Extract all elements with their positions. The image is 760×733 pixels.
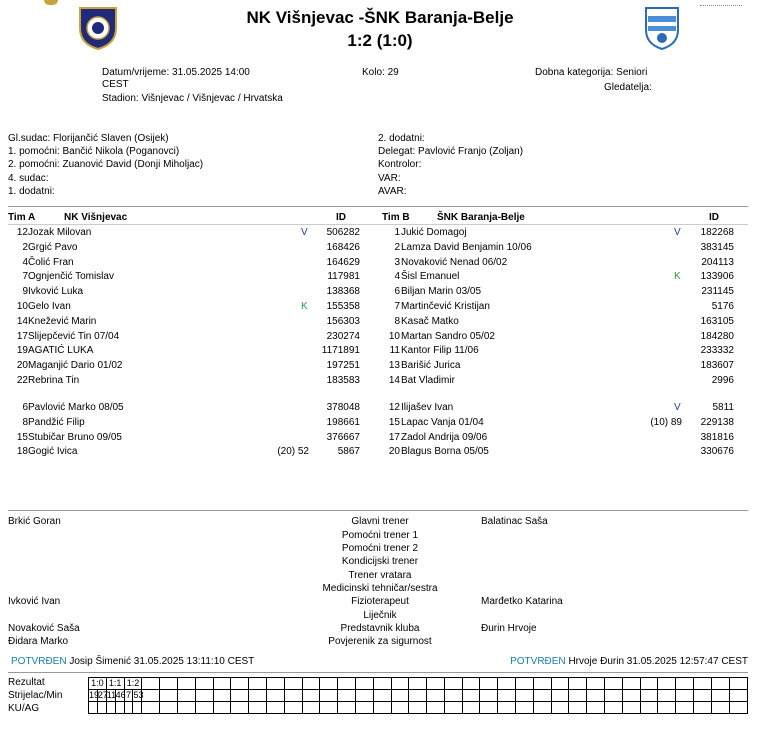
result-cell bbox=[587, 678, 605, 690]
result-cell bbox=[729, 690, 747, 702]
player-row bbox=[0, 301, 760, 316]
player-name: Gogić Ivica bbox=[28, 446, 78, 458]
player-number: 12 bbox=[388, 402, 400, 413]
result-cell bbox=[516, 678, 534, 690]
result-cell bbox=[676, 702, 694, 714]
player-name: Knežević Marin bbox=[28, 315, 97, 327]
player-name: Stubičar Bruno 09/05 bbox=[28, 431, 122, 443]
captain-mark: K bbox=[301, 301, 308, 312]
result-cell bbox=[551, 678, 569, 690]
result-table bbox=[88, 677, 748, 714]
player-number: 9 bbox=[22, 286, 28, 298]
player-row bbox=[0, 432, 760, 447]
player-name: Zadol Andrija 09/06 bbox=[401, 431, 488, 443]
var-official: VAR: bbox=[378, 173, 401, 184]
result-cell bbox=[711, 690, 729, 702]
player-id: 183607 bbox=[700, 360, 734, 372]
player-number: 11 bbox=[389, 345, 400, 357]
confirmed-by: Hrvoje Đurin 31.05.2025 12:57:47 CEST bbox=[568, 656, 748, 667]
result-cell bbox=[177, 702, 195, 714]
captain-mark: K bbox=[674, 271, 681, 283]
result-cell bbox=[533, 678, 551, 690]
result-cell bbox=[622, 702, 640, 714]
substitution-info: (20) 52 bbox=[277, 446, 309, 458]
result-cell bbox=[284, 702, 302, 714]
staff-role: Medicinski tehničar/sestra bbox=[322, 583, 438, 594]
result-cell bbox=[569, 690, 587, 702]
team-a-label: Tim A bbox=[8, 212, 36, 223]
divider bbox=[8, 672, 748, 673]
player-name: Ivković Luka bbox=[28, 286, 84, 298]
controller: Kontrolor: bbox=[378, 159, 422, 170]
player-name: Kasač Matko bbox=[401, 315, 459, 327]
head-referee: Gl.sudac: Florijančić Slaven (Osijek) bbox=[8, 133, 169, 144]
result-cell bbox=[320, 702, 338, 714]
staff-role: Liječnik bbox=[363, 610, 397, 621]
result-cell bbox=[302, 678, 320, 690]
player-name: Pandžić Filip bbox=[28, 416, 85, 428]
player-row bbox=[0, 257, 760, 272]
result-cell bbox=[320, 690, 338, 702]
player-number: 4 bbox=[394, 271, 400, 283]
result-cell bbox=[160, 690, 178, 702]
confirmed-label: POTVRĐEN bbox=[510, 656, 566, 667]
result-cell bbox=[711, 702, 729, 714]
result-cell bbox=[462, 678, 480, 690]
team-b-label: Tim B bbox=[382, 212, 410, 223]
scorer-row-label: Strijelac/Min bbox=[8, 690, 63, 701]
player-id: 198661 bbox=[326, 416, 360, 428]
result-cell bbox=[640, 678, 658, 690]
goalkeeper-mark: V bbox=[674, 227, 681, 238]
player-number: 12 bbox=[16, 227, 28, 238]
staff-role: Kondicijski trener bbox=[341, 556, 419, 567]
result-cell bbox=[640, 702, 658, 714]
additional-referee-2: 2. dodatni: bbox=[378, 133, 425, 144]
result-cell bbox=[355, 702, 373, 714]
result-cell bbox=[569, 702, 587, 714]
result-cell bbox=[427, 678, 445, 690]
result-cell bbox=[462, 690, 480, 702]
goalkeeper-mark: V bbox=[674, 402, 681, 413]
player-id: 381816 bbox=[700, 431, 734, 443]
team-b-club-representative: Đurin Hrvoje bbox=[481, 623, 537, 634]
result-cell bbox=[480, 690, 498, 702]
player-id: 133906 bbox=[700, 271, 734, 283]
result-cell bbox=[97, 702, 106, 714]
match-stadium: Stadion: Višnjevac / Višnjevac / Hrvatska bbox=[102, 93, 283, 104]
player-number: 19 bbox=[16, 345, 28, 357]
player-number: 20 bbox=[16, 360, 28, 372]
fourth-official: 4. sudac: bbox=[8, 173, 49, 184]
player-id: 383145 bbox=[700, 241, 734, 253]
result-cell bbox=[391, 690, 409, 702]
result-cell bbox=[569, 678, 587, 690]
player-row bbox=[0, 375, 760, 390]
result-cell bbox=[480, 678, 498, 690]
player-number: 7 bbox=[394, 301, 400, 312]
staff-role: Trener vratara bbox=[348, 570, 412, 581]
team-b-physiotherapist: Marđetko Katarina bbox=[481, 596, 563, 607]
player-number: 14 bbox=[16, 315, 28, 327]
result-cell bbox=[355, 690, 373, 702]
result-cell bbox=[284, 690, 302, 702]
result-cell bbox=[444, 690, 462, 702]
player-id: 5867 bbox=[337, 446, 360, 458]
player-id: 204113 bbox=[701, 256, 734, 268]
result-cell bbox=[498, 702, 516, 714]
player-name: Ognjenčić Tomislav bbox=[28, 271, 114, 283]
staff-role: Povjerenik za sigurnost bbox=[328, 636, 432, 647]
player-id: 117981 bbox=[327, 271, 360, 283]
result-cell bbox=[213, 690, 231, 702]
result-cell bbox=[195, 678, 213, 690]
result-row-label: Rezultat bbox=[8, 677, 45, 688]
scorer-cell: 11 bbox=[106, 690, 117, 700]
player-number: 6 bbox=[22, 402, 28, 413]
result-cell bbox=[694, 690, 712, 702]
result-cell bbox=[658, 702, 676, 714]
confirmed-label: POTVRĐEN bbox=[11, 656, 67, 667]
player-name: Bat Vladimir bbox=[401, 375, 455, 386]
player-name: Grgić Pavo bbox=[28, 241, 78, 253]
player-id: 155358 bbox=[326, 301, 360, 312]
player-name: Biljan Marin 03/05 bbox=[401, 286, 482, 298]
result-cell bbox=[231, 678, 249, 690]
result-cell bbox=[373, 702, 391, 714]
result-cell bbox=[480, 702, 498, 714]
scorer-cell: 46 bbox=[115, 690, 126, 700]
player-name: Čolić Fran bbox=[28, 256, 74, 268]
player-name: Kantor Filip 11/06 bbox=[401, 345, 479, 357]
player-id: 1171891 bbox=[321, 345, 360, 357]
result-cell bbox=[249, 678, 267, 690]
score-cell: 1:1 bbox=[106, 678, 124, 690]
cards-row-label: KU/AG bbox=[8, 703, 40, 714]
result-cell bbox=[302, 702, 320, 714]
result-cell bbox=[355, 678, 373, 690]
player-number: 17 bbox=[16, 330, 28, 342]
result-cell bbox=[142, 690, 160, 702]
player-id: 5176 bbox=[711, 301, 734, 312]
player-number: 4 bbox=[22, 256, 28, 268]
result-cell bbox=[266, 678, 284, 690]
player-id: 168426 bbox=[326, 241, 360, 253]
player-id: 183583 bbox=[326, 375, 360, 386]
team-a-security-officer: Đidara Marko bbox=[8, 636, 69, 647]
result-cell bbox=[409, 690, 427, 702]
team-a-confirmation bbox=[11, 656, 254, 668]
result-cell bbox=[133, 702, 142, 714]
cards-row bbox=[89, 702, 748, 714]
player-row bbox=[0, 402, 760, 417]
player-name: Maganjić Dario 01/02 bbox=[28, 360, 123, 372]
score-cell: 1:0 bbox=[89, 678, 107, 690]
result-cell bbox=[587, 702, 605, 714]
player-id: 138368 bbox=[326, 286, 360, 298]
player-name: Šisl Emanuel bbox=[401, 271, 460, 283]
player-name: Jukić Domagoj bbox=[401, 227, 467, 238]
spectators: Gledatelja: bbox=[604, 82, 652, 93]
result-cell bbox=[444, 702, 462, 714]
player-number: 10 bbox=[16, 301, 28, 312]
result-cell bbox=[160, 702, 178, 714]
player-id: 233332 bbox=[700, 345, 734, 357]
result-cell bbox=[640, 690, 658, 702]
team-b-id-header: ID bbox=[709, 212, 719, 223]
player-id: 230274 bbox=[326, 330, 360, 342]
player-row bbox=[0, 286, 760, 301]
player-number: 10 bbox=[388, 330, 400, 342]
result-cell bbox=[729, 702, 747, 714]
result-cell bbox=[373, 690, 391, 702]
player-id: 376667 bbox=[326, 431, 360, 443]
team-a-name: NK Višnjevac bbox=[64, 212, 128, 223]
player-number: 1 bbox=[394, 227, 400, 238]
scorer-cell: 27 bbox=[97, 690, 108, 700]
player-row bbox=[0, 345, 760, 360]
result-cell bbox=[231, 702, 249, 714]
match-datetime: Datum/vrijeme: 31.05.2025 14:00 bbox=[102, 67, 250, 78]
player-id: 184280 bbox=[700, 330, 734, 342]
player-name: Rebrina Tin bbox=[28, 375, 80, 386]
player-number: 2 bbox=[394, 241, 400, 253]
player-number: 8 bbox=[22, 416, 28, 428]
player-name: Pavlović Marko 08/05 bbox=[28, 402, 124, 413]
result-cell bbox=[338, 702, 356, 714]
avar-official: AVAR: bbox=[378, 186, 407, 197]
result-cell bbox=[516, 702, 534, 714]
player-id: 164629 bbox=[326, 256, 360, 268]
player-row bbox=[0, 331, 760, 346]
player-row bbox=[0, 417, 760, 432]
player-name: Jozak Milovan bbox=[28, 227, 92, 238]
player-name: Blagus Borna 05/05 bbox=[401, 446, 489, 458]
scorer-cell: 7 bbox=[126, 690, 132, 700]
scorer-row bbox=[89, 690, 748, 702]
player-number: 18 bbox=[16, 446, 28, 458]
result-cell bbox=[142, 702, 160, 714]
player-name: Ilijašev Ivan bbox=[401, 402, 454, 413]
player-name: Martinčević Kristijan bbox=[401, 301, 490, 312]
result-cell bbox=[249, 690, 267, 702]
team-a-id-header: ID bbox=[336, 212, 346, 223]
result-cell bbox=[551, 702, 569, 714]
player-name: Lamza David Benjamin 10/06 bbox=[401, 241, 532, 253]
player-number: 6 bbox=[394, 286, 400, 298]
player-number: 13 bbox=[388, 360, 400, 372]
result-cell bbox=[266, 690, 284, 702]
divider bbox=[8, 206, 748, 207]
assistant-referee-1: 1. pomoćni: Bančić Nikola (Poganovci) bbox=[8, 146, 180, 157]
match-round: Kolo: 29 bbox=[362, 67, 399, 78]
player-name: Martan Sandro 05/02 bbox=[401, 330, 495, 342]
team-a-club-representative: Novaković Saša bbox=[8, 623, 80, 634]
assistant-referee-2: 2. pomoćni: Zuanović David (Donji Miholjac) bbox=[8, 159, 204, 170]
player-id: 182268 bbox=[700, 227, 734, 238]
player-row bbox=[0, 227, 760, 242]
result-cell bbox=[338, 690, 356, 702]
player-id: 156303 bbox=[326, 315, 360, 327]
result-cell bbox=[106, 702, 115, 714]
player-name: Slijepčević Tin 07/04 bbox=[28, 330, 120, 342]
player-number: 20 bbox=[388, 446, 400, 458]
result-cell bbox=[676, 678, 694, 690]
result-cell bbox=[338, 678, 356, 690]
result-cell bbox=[498, 678, 516, 690]
result-cell bbox=[729, 678, 747, 690]
player-id: 506282 bbox=[326, 227, 360, 238]
result-cell bbox=[605, 690, 623, 702]
result-cell bbox=[409, 702, 427, 714]
result-cell bbox=[391, 678, 409, 690]
result-cell bbox=[533, 690, 551, 702]
result-cell bbox=[373, 678, 391, 690]
player-id: 378048 bbox=[326, 402, 360, 413]
player-number: 15 bbox=[388, 416, 400, 428]
player-name: Lapac Vanja 01/04 bbox=[401, 416, 484, 428]
player-id: 197251 bbox=[326, 360, 360, 372]
player-row bbox=[0, 271, 760, 286]
result-cell bbox=[266, 702, 284, 714]
result-cell bbox=[587, 690, 605, 702]
result-cell bbox=[320, 678, 338, 690]
result-cell bbox=[658, 678, 676, 690]
match-title: NK Višnjevac -ŠNK Baranja-Belje bbox=[246, 8, 514, 27]
team-b-head-coach: Balatinac Saša bbox=[481, 516, 548, 527]
result-cell bbox=[498, 690, 516, 702]
result-cell bbox=[195, 690, 213, 702]
player-name: AGATIĆ LUKA bbox=[28, 345, 94, 357]
result-cell bbox=[302, 690, 320, 702]
result-cell bbox=[213, 678, 231, 690]
result-cell bbox=[409, 678, 427, 690]
additional-referee-1: 1. dodatni: bbox=[8, 186, 55, 197]
age-category: Dobna kategorija: Seniori bbox=[535, 67, 648, 78]
result-cell bbox=[427, 690, 445, 702]
player-number: 3 bbox=[394, 256, 400, 268]
player-number: 22 bbox=[16, 375, 28, 386]
result-cell bbox=[444, 678, 462, 690]
result-cell bbox=[711, 678, 729, 690]
result-cell bbox=[551, 690, 569, 702]
result-cell bbox=[89, 702, 98, 714]
result-row bbox=[89, 678, 748, 690]
staff-role: Predstavnik kluba bbox=[340, 623, 420, 634]
result-cell bbox=[160, 678, 178, 690]
confirmed-by: Josip Šimenić 31.05.2025 13:11:10 CEST bbox=[69, 656, 255, 667]
partial-logo-icon bbox=[44, 0, 58, 5]
scorer-cell: 53 bbox=[133, 690, 144, 700]
result-cell bbox=[391, 702, 409, 714]
player-row bbox=[0, 316, 760, 331]
result-cell bbox=[658, 690, 676, 702]
player-row bbox=[0, 360, 760, 375]
divider bbox=[8, 224, 748, 225]
staff-role: Fizioterapeut bbox=[351, 596, 409, 607]
result-cell bbox=[177, 690, 195, 702]
result-cell bbox=[142, 678, 160, 690]
team-b-confirmation bbox=[510, 656, 748, 668]
player-number: 7 bbox=[22, 271, 28, 283]
result-cell bbox=[284, 678, 302, 690]
substitution-info: (10) 89 bbox=[650, 416, 682, 428]
result-cell bbox=[676, 690, 694, 702]
result-cell bbox=[177, 678, 195, 690]
staff-role: Pomoćni trener 2 bbox=[341, 543, 419, 554]
result-cell bbox=[694, 702, 712, 714]
player-id: 5811 bbox=[712, 402, 734, 413]
result-cell bbox=[462, 702, 480, 714]
result-cell bbox=[533, 702, 551, 714]
staff-role: Glavni trener bbox=[351, 516, 409, 527]
player-id: 2996 bbox=[711, 375, 734, 386]
result-cell bbox=[115, 702, 124, 714]
partial-logo-icon bbox=[700, 0, 742, 6]
result-cell bbox=[605, 678, 623, 690]
player-id: 163105 bbox=[700, 315, 734, 327]
team-a-physiotherapist: Ivković Ivan bbox=[8, 596, 61, 607]
player-id: 330676 bbox=[700, 446, 734, 458]
result-cell bbox=[516, 690, 534, 702]
scorer-cell: 19 bbox=[89, 690, 100, 700]
staff-role: Pomoćni trener 1 bbox=[341, 530, 419, 541]
result-cell bbox=[195, 702, 213, 714]
match-timezone: CEST bbox=[102, 79, 129, 90]
player-name: Novaković Nenad 06/02 bbox=[401, 256, 508, 268]
player-name: Gelo Ivan bbox=[28, 301, 71, 312]
result-cell bbox=[249, 702, 267, 714]
result-cell bbox=[622, 678, 640, 690]
player-name: Barišić Jurica bbox=[401, 360, 461, 372]
match-score: 1:2 (1:0) bbox=[347, 31, 413, 50]
result-cell bbox=[231, 690, 249, 702]
delegate: Delegat: Pavlović Franjo (Zoljan) bbox=[378, 146, 524, 157]
result-cell bbox=[605, 702, 623, 714]
player-number: 2 bbox=[22, 241, 28, 253]
result-cell bbox=[694, 678, 712, 690]
player-number: 14 bbox=[388, 375, 400, 386]
team-b-name: ŠNK Baranja-Belje bbox=[437, 212, 525, 223]
score-cell: 1:2 bbox=[124, 678, 142, 690]
divider bbox=[8, 510, 748, 511]
player-number: 17 bbox=[388, 431, 400, 443]
player-number: 15 bbox=[16, 431, 28, 443]
result-cell bbox=[124, 702, 133, 714]
team-a-head-coach: Brkić Goran bbox=[8, 516, 61, 527]
result-cell bbox=[427, 702, 445, 714]
result-cell bbox=[213, 702, 231, 714]
goalkeeper-mark: V bbox=[301, 227, 308, 238]
result-cell bbox=[622, 690, 640, 702]
player-row bbox=[0, 446, 760, 461]
player-number: 8 bbox=[394, 315, 400, 327]
player-row bbox=[0, 242, 760, 257]
player-id: 231145 bbox=[701, 286, 734, 298]
player-id: 229138 bbox=[700, 416, 734, 428]
